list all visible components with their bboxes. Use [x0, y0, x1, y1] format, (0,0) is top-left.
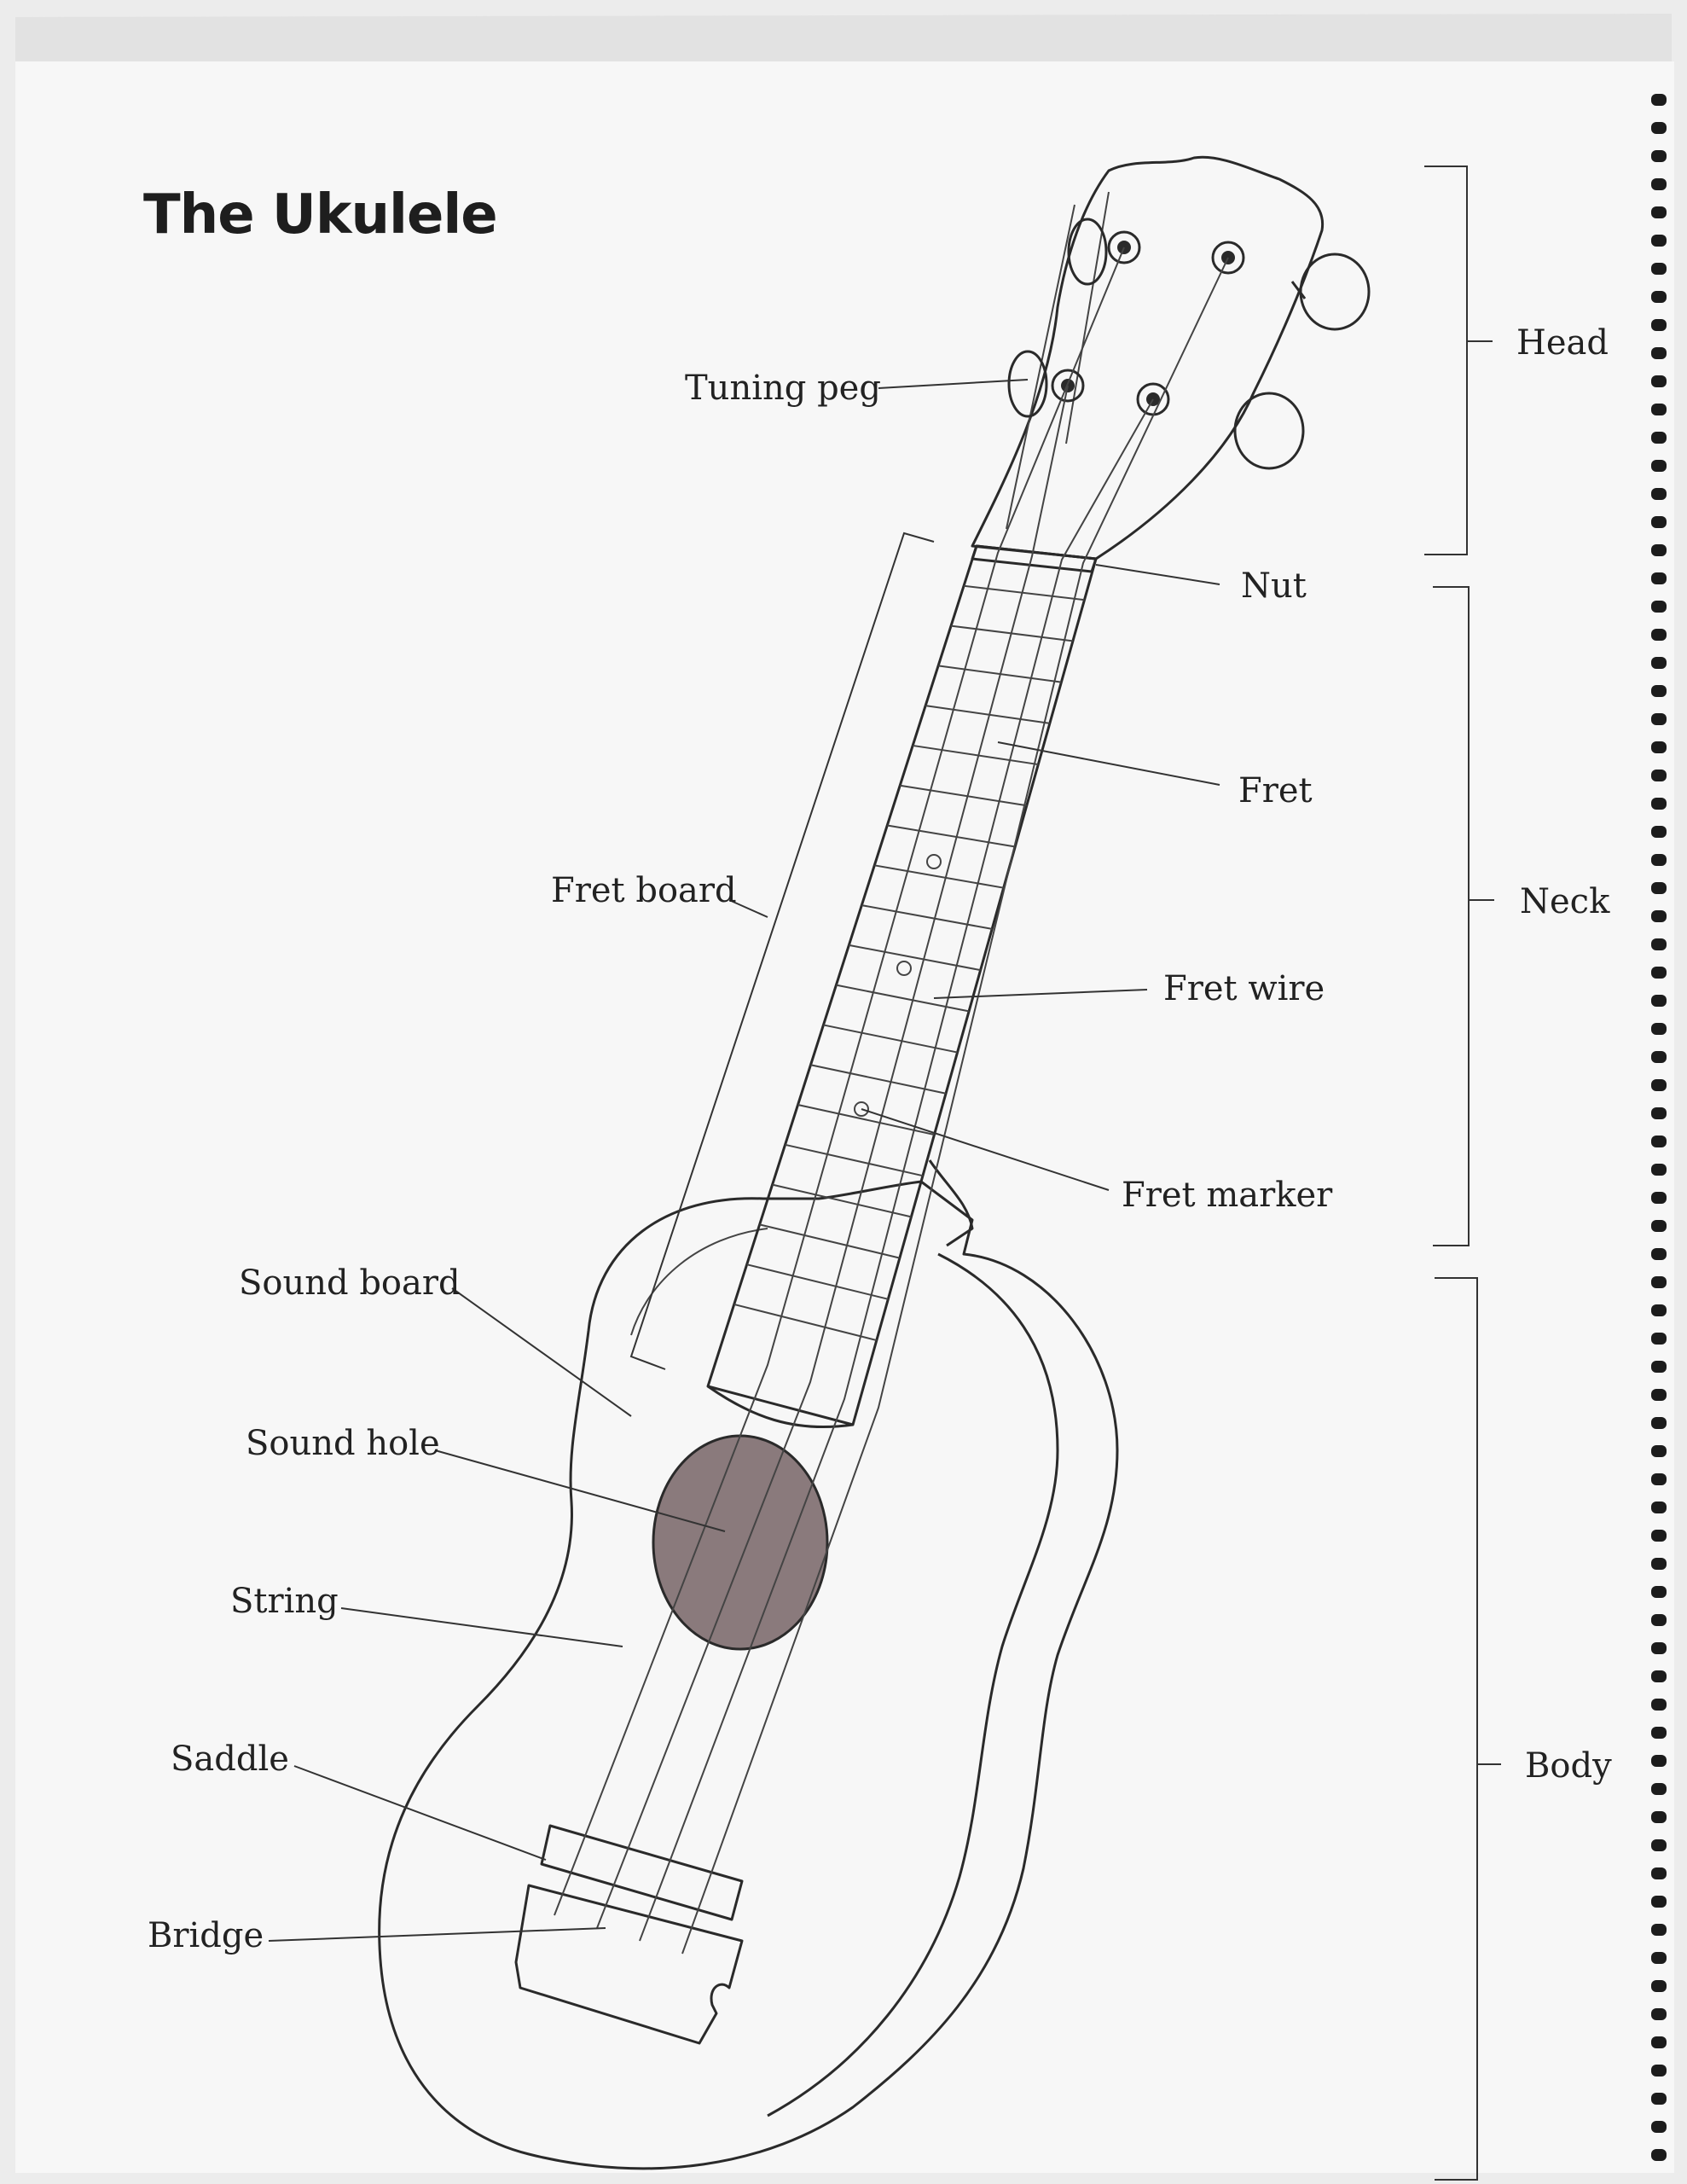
label-sound-board: Sound board: [239, 1263, 461, 1303]
label-nut: Nut: [1241, 566, 1307, 606]
spiral-ring: [1651, 544, 1667, 556]
spiral-ring: [1651, 1727, 1667, 1739]
spiral-ring: [1651, 1502, 1667, 1513]
spiral-ring: [1651, 404, 1667, 415]
spiral-ring: [1651, 1699, 1667, 1711]
spiral-ring: [1651, 770, 1667, 781]
spiral-ring: [1651, 995, 1667, 1007]
spiral-ring: [1651, 685, 1667, 697]
label-neck: Neck: [1520, 882, 1610, 921]
spiral-ring: [1651, 2121, 1667, 2133]
label-fret: Fret: [1238, 771, 1313, 810]
spiral-ring: [1651, 347, 1667, 359]
page-title: The Ukulele: [143, 183, 497, 247]
spiral-ring: [1651, 1445, 1667, 1457]
spiral-ring: [1651, 1276, 1667, 1288]
spiral-ring: [1651, 1670, 1667, 1682]
spiral-ring: [1651, 1839, 1667, 1851]
spiral-ring: [1651, 1530, 1667, 1542]
sound-hole: [653, 1436, 827, 1649]
spiral-ring: [1651, 1389, 1667, 1401]
spiral-ring: [1651, 432, 1667, 444]
spiral-ring: [1651, 375, 1667, 387]
spiral-ring: [1651, 601, 1667, 613]
spiral-ring: [1651, 1952, 1667, 1964]
spiral-ring: [1651, 854, 1667, 866]
spiral-ring: [1651, 741, 1667, 753]
spiral-ring: [1651, 206, 1667, 218]
spiral-ring: [1651, 1220, 1667, 1232]
spiral-ring: [1651, 798, 1667, 810]
spiral-ring: [1651, 1783, 1667, 1795]
spiral-ring: [1651, 1361, 1667, 1373]
spiral-ring: [1651, 1417, 1667, 1429]
spiral-ring: [1651, 2065, 1667, 2077]
spiral-ring: [1651, 572, 1667, 584]
label-sound-hole: Sound hole: [246, 1424, 440, 1463]
spiral-ring: [1651, 910, 1667, 922]
label-fret-wire: Fret wire: [1163, 969, 1325, 1008]
spiral-ring: [1651, 1107, 1667, 1119]
spiral-ring: [1651, 263, 1667, 275]
spiral-ring: [1651, 1755, 1667, 1767]
label-head: Head: [1516, 323, 1609, 363]
spiral-ring: [1651, 1867, 1667, 1879]
spiral-ring: [1651, 713, 1667, 725]
spiral-ring: [1651, 94, 1667, 106]
spiral-ring: [1651, 826, 1667, 838]
label-saddle: Saddle: [171, 1740, 289, 1779]
spiral-ring: [1651, 1558, 1667, 1570]
spiral-ring: [1651, 319, 1667, 331]
spiral-ring: [1651, 1051, 1667, 1063]
spiral-ring: [1651, 2008, 1667, 2020]
spiral-ring: [1651, 122, 1667, 134]
spiral-ring: [1651, 1980, 1667, 1992]
spiral-ring: [1651, 1333, 1667, 1345]
spiral-ring: [1651, 1079, 1667, 1091]
label-body: Body: [1525, 1746, 1612, 1786]
spiral-ring: [1651, 1473, 1667, 1485]
spiral-ring: [1651, 657, 1667, 669]
spiral-ring: [1651, 1136, 1667, 1147]
spiral-ring: [1651, 150, 1667, 162]
spiral-ring: [1651, 938, 1667, 950]
spiral-ring: [1651, 1614, 1667, 1626]
spiral-ring: [1651, 882, 1667, 894]
page-top-edge: [15, 14, 1672, 61]
label-tuning-peg: Tuning peg: [685, 369, 881, 408]
spiral-ring: [1651, 967, 1667, 979]
spiral-ring: [1651, 488, 1667, 500]
spiral-ring: [1651, 1304, 1667, 1316]
spiral-ring: [1651, 2093, 1667, 2105]
spiral-ring: [1651, 1642, 1667, 1654]
spiral-ring: [1651, 2036, 1667, 2048]
spiral-ring: [1651, 460, 1667, 472]
spiral-ring: [1651, 291, 1667, 303]
label-fret-marker: Fret marker: [1122, 1176, 1333, 1215]
label-bridge: Bridge: [148, 1916, 264, 1955]
spiral-ring: [1651, 629, 1667, 641]
spiral-ring: [1651, 1586, 1667, 1598]
spiral-ring: [1651, 1896, 1667, 1908]
label-string: String: [230, 1582, 339, 1621]
spiral-ring: [1651, 235, 1667, 247]
spiral-ring: [1651, 1023, 1667, 1035]
spiral-ring: [1651, 1248, 1667, 1260]
spiral-ring: [1651, 516, 1667, 528]
spiral-ring: [1651, 1164, 1667, 1176]
spiral-ring: [1651, 1192, 1667, 1204]
spiral-ring: [1651, 1924, 1667, 1936]
spiral-ring: [1651, 2149, 1667, 2161]
spiral-ring: [1651, 178, 1667, 190]
spiral-ring: [1651, 1811, 1667, 1823]
label-fret-board: Fret board: [551, 871, 737, 910]
